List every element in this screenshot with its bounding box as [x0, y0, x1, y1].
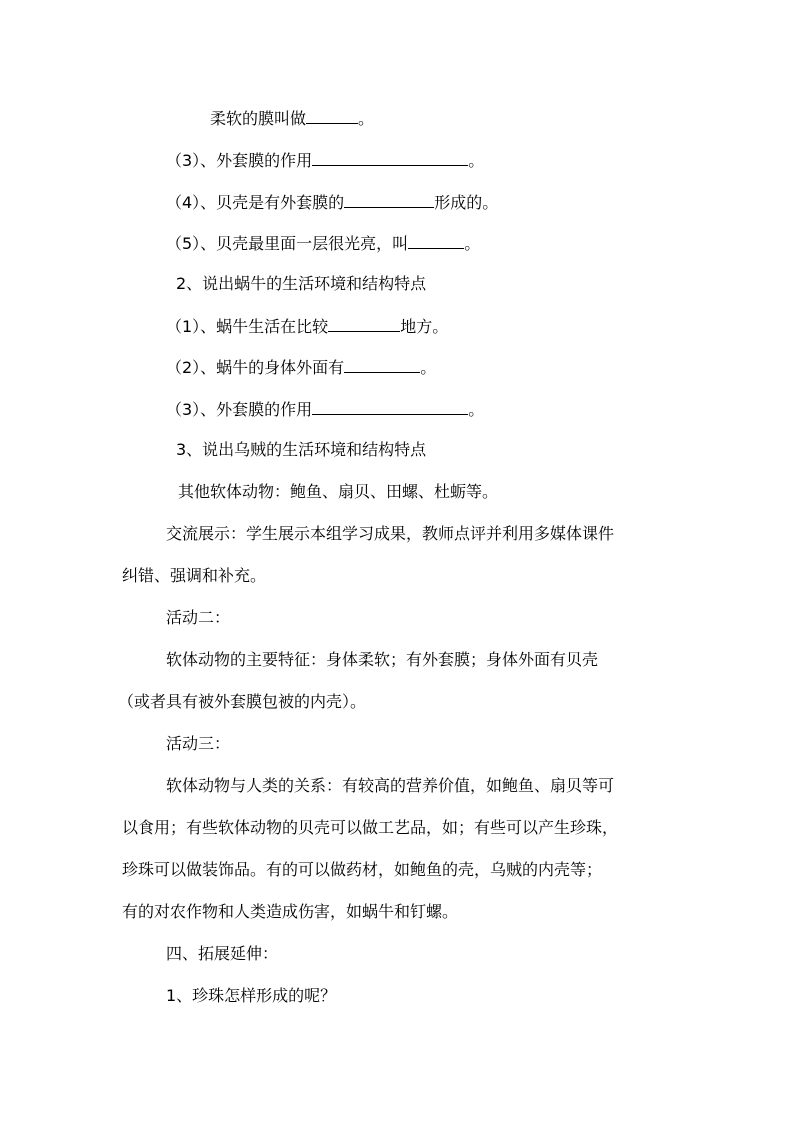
line-text: （2）、蜗牛的身体外面有 [166, 358, 345, 377]
text-line [166, 192, 498, 213]
paragraph-line: 有的对农作物和人类造成伤害，如蜗牛和钉螺。 [122, 902, 459, 921]
section-heading: 2、说出蜗牛的生活环境和结构特点 [176, 274, 427, 293]
line-text: 。 [420, 358, 437, 377]
line-text: （4）、贝壳是有外套膜的 [166, 193, 345, 212]
paragraph-line: 交流展示：学生展示本组学习成果，教师点评并利用多媒体课件 [166, 524, 615, 543]
activity-heading: 活动二： [166, 608, 231, 627]
paragraph-line: 纠错、强调和补充。 [122, 566, 267, 585]
line-text: （5）、贝壳最里面一层很光亮，叫 [166, 234, 409, 253]
paragraph-line: 珍珠可以做装饰品。有的可以做药材，如鲍鱼的壳，乌贼的内壳等； [122, 860, 603, 879]
line-text: （3）、外套膜的作用 [166, 400, 313, 419]
paragraph-line: （或者具有被外套膜包被的内壳）。 [118, 692, 367, 711]
line-text: 地方。 [400, 317, 449, 336]
text-line [166, 357, 436, 378]
paragraph-line: 软体动物的主要特征：身体柔软；有外套膜；身体外面有贝壳 [166, 650, 599, 669]
line-text: 。 [464, 234, 481, 253]
fill-blank [408, 233, 464, 249]
activity-heading: 活动三： [166, 734, 231, 753]
fill-blank [328, 316, 400, 332]
line-text: 。 [468, 151, 485, 170]
line-text: 柔软的膜叫做 [210, 109, 307, 128]
fill-blank [312, 150, 468, 166]
paragraph-line: 以食用；有些软体动物的贝壳可以做工艺品，如；有些可以产生珍珠， [122, 818, 619, 837]
line-text: （3）、外套膜的作用 [166, 151, 313, 170]
line-text: 。 [358, 109, 375, 128]
line-text: （1）、蜗牛生活在比较 [166, 317, 329, 336]
line-text: 形成的。 [434, 193, 499, 212]
section-heading: 3、说出乌贼的生活环境和结构特点 [176, 440, 427, 459]
fill-blank [306, 108, 358, 124]
fill-blank [344, 357, 420, 373]
section-heading: 四、拓展延伸： [166, 944, 279, 963]
text-line [166, 399, 484, 420]
text-line [166, 316, 448, 337]
text-line: 其他软体动物：鲍鱼、扇贝、田螺、杜蛎等。 [178, 482, 499, 501]
text-line [166, 150, 484, 171]
fill-blank [344, 192, 434, 208]
fill-blank [312, 399, 468, 415]
text-line [166, 233, 480, 254]
paragraph-line: 软体动物与人类的关系：有较高的营养价值，如鲍鱼、扇贝等可 [166, 776, 615, 795]
text-line [210, 108, 374, 129]
line-text: 。 [468, 400, 485, 419]
question-line: 1、珍珠怎样形成的呢？ [166, 986, 337, 1005]
